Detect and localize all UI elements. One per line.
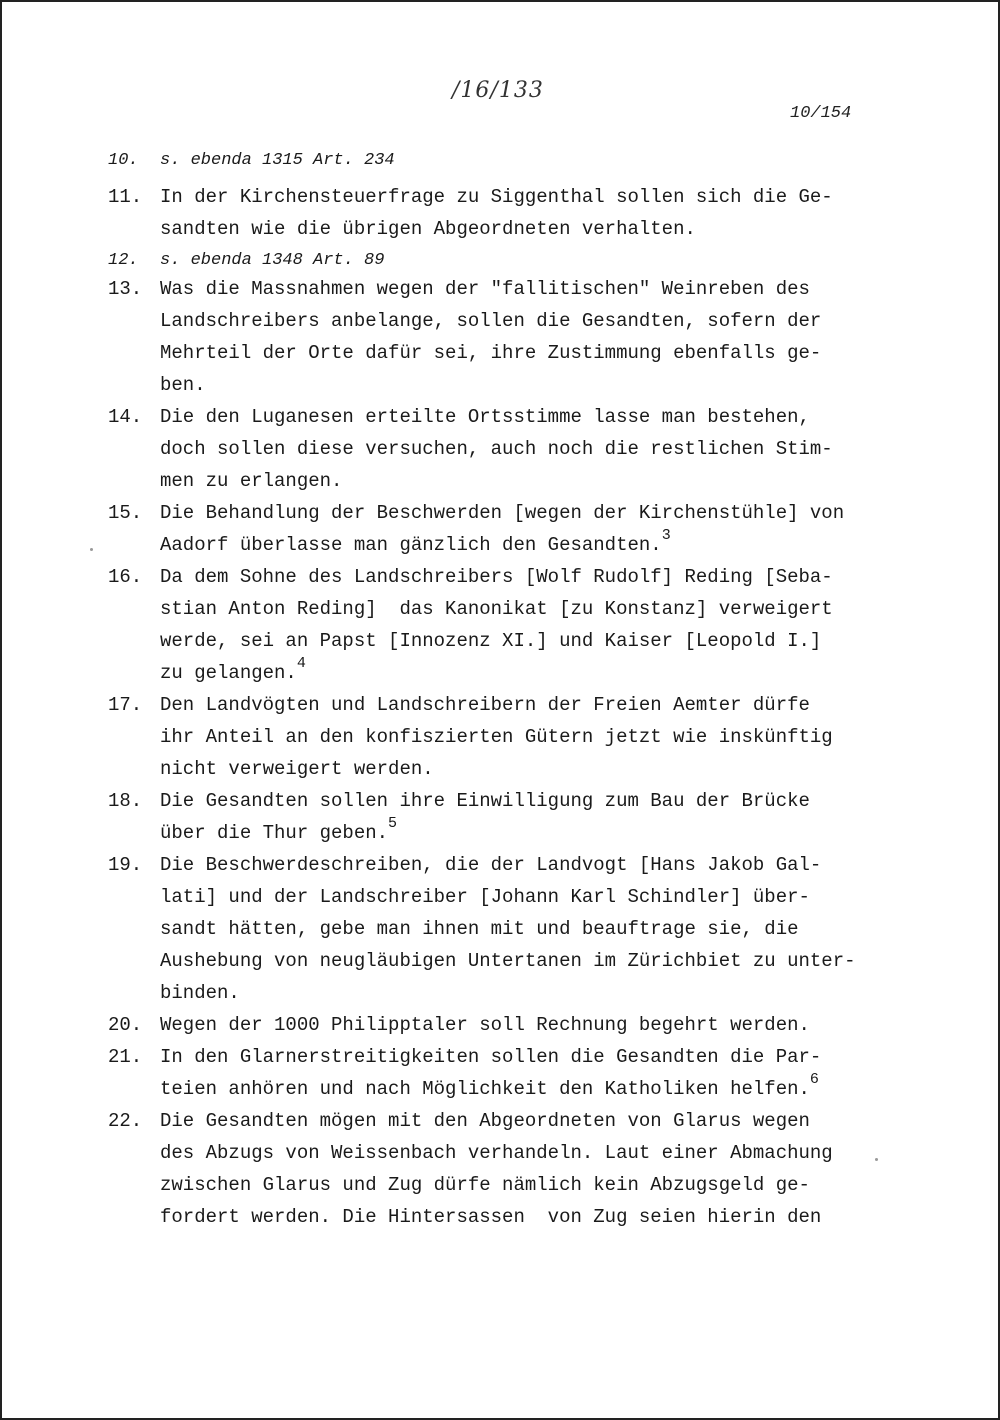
text-line [160, 913, 920, 945]
text-line [160, 977, 920, 1009]
entry-number: 14. [108, 406, 143, 428]
text-line-content: sandten wie die übrigen Abgeordneten verhalten. [160, 218, 696, 240]
text-line [160, 181, 920, 213]
text-line-content: Die Gesandten mögen mit den Abgeordneten von Glarus wegen [160, 1110, 810, 1132]
entry-number: 20. [108, 1014, 143, 1036]
text-line [160, 1009, 920, 1041]
entry-number: 22. [108, 1110, 143, 1132]
text-line-content: des Abzugs von Weissenbach verhandeln. Laut einer Abmachung [160, 1142, 833, 1164]
text-line-content: In den Glarnerstreitigkeiten sollen die Gesandten die Par- [160, 1046, 822, 1068]
entry-number: 21. [108, 1046, 143, 1068]
text-line [160, 721, 920, 753]
entry-text [160, 689, 920, 785]
text-line-content: über die Thur geben. [160, 822, 389, 844]
text-line [160, 753, 920, 785]
text-line-content: Die Beschwerdeschreiben, die der Landvogt [Hans Jakob Gal- [160, 854, 822, 876]
scan-speck [90, 548, 93, 551]
text-line [160, 785, 920, 817]
text-line-content: nicht verweigert werden. [160, 758, 434, 780]
text-line [160, 305, 920, 337]
text-line [160, 1041, 920, 1073]
entry-number: 16. [108, 566, 143, 588]
text-line [160, 465, 920, 497]
entry-text [160, 497, 920, 561]
text-line-content: s. ebenda 1315 Art. 234 [160, 151, 395, 170]
entry-text [160, 181, 920, 245]
entry-number: 13. [108, 278, 143, 300]
text-line-content: sandt hätten, gebe man ihnen mit und beauftrage sie, die [160, 918, 799, 940]
text-line [160, 1070, 920, 1105]
entry-text [160, 561, 920, 689]
text-line [160, 526, 920, 561]
entry-number: 19. [108, 854, 143, 876]
text-line [160, 145, 920, 177]
text-line [160, 689, 920, 721]
entry-number: 10. [108, 151, 139, 170]
text-line [160, 1137, 920, 1169]
text-line [160, 593, 920, 625]
entry-text [160, 849, 920, 1009]
entry-number: 17. [108, 694, 143, 716]
text-line-content: zu gelangen. [160, 662, 297, 684]
text-line-content: Aushebung von neugläubigen Untertanen im Zürichbiet zu unter- [160, 950, 856, 972]
text-line-content: s. ebenda 1348 Art. 89 [160, 251, 385, 270]
text-line [160, 849, 920, 881]
text-line-content: Was die Massnahmen wegen der "fallitischen" Weinreben des [160, 278, 810, 300]
text-line-content: Die Behandlung der Beschwerden [wegen der Kirchenstühle] von [160, 502, 845, 524]
text-line-content: Wegen der 1000 Philipptaler soll Rechnung begehrt werden. [160, 1014, 810, 1036]
text-line-content: ben. [160, 374, 206, 396]
text-line [160, 337, 920, 369]
text-line-content: fordert werden. Die Hintersassen von Zug seien hierin den [160, 1206, 822, 1228]
text-line-content: binden. [160, 982, 240, 1004]
text-line-content: Aadorf überlasse man gänzlich den Gesandten. [160, 534, 662, 556]
entry-number: 15. [108, 502, 143, 524]
text-line [160, 213, 920, 245]
page-number: 10/154 [790, 104, 852, 123]
footnote-marker: 3 [661, 526, 671, 544]
text-line-content: men zu erlangen. [160, 470, 343, 492]
text-line-content: Den Landvögten und Landschreibern der Freien Aemter dürfe [160, 694, 810, 716]
text-line-content: teien anhören und nach Möglichkeit den Katholiken helfen. [160, 1078, 810, 1100]
text-line [160, 945, 920, 977]
text-line [160, 625, 920, 657]
text-line [160, 654, 920, 689]
text-line-content: Da dem Sohne des Landschreibers [Wolf Rudolf] Reding [Seba- [160, 566, 833, 588]
text-line-content: lati] und der Landschreiber [Johann Karl Schindler] über- [160, 886, 810, 908]
text-line-content: stian Anton Reding] das Kanonikat [zu Konstanz] verweigert [160, 598, 833, 620]
handwritten-archive-reference: /16/133 [452, 78, 544, 103]
entry-text [160, 273, 920, 401]
entry-number: 18. [108, 790, 143, 812]
text-line [160, 1201, 920, 1233]
text-line-content: doch sollen diese versuchen, auch noch die restlichen Stim- [160, 438, 833, 460]
footnote-marker: 5 [388, 814, 398, 832]
text-line-content: werde, sei an Papst [Innozenz XI.] und Kaiser [Leopold I.] [160, 630, 822, 652]
entry-text [160, 1041, 920, 1105]
text-line [160, 1105, 920, 1137]
text-line-content: Mehrteil der Orte dafür sei, ihre Zustimmung ebenfalls ge- [160, 342, 822, 364]
text-line [160, 369, 920, 401]
text-line [160, 401, 920, 433]
entry-text [160, 1009, 920, 1041]
text-line [160, 814, 920, 849]
scan-speck [875, 1158, 878, 1161]
footnote-marker: 4 [296, 654, 306, 672]
text-line [160, 433, 920, 465]
text-line [160, 273, 920, 305]
entry-text [160, 145, 920, 177]
text-line [160, 881, 920, 913]
text-line-content: Die Gesandten sollen ihre Einwilligung zum Bau der Brücke [160, 790, 810, 812]
text-line-content: ihr Anteil an den konfiszierten Gütern jetzt wie inskünftig [160, 726, 833, 748]
text-line [160, 561, 920, 593]
text-line-content: Die den Luganesen erteilte Ortsstimme lasse man bestehen, [160, 406, 810, 428]
entry-number: 11. [108, 186, 143, 208]
entry-text [160, 785, 920, 849]
text-line [160, 1169, 920, 1201]
footnote-marker: 6 [809, 1070, 819, 1088]
text-line [160, 497, 920, 529]
text-line-content: Landschreibers anbelange, sollen die Gesandten, sofern der [160, 310, 822, 332]
entry-text [160, 1105, 920, 1233]
entry-number: 12. [108, 251, 139, 270]
entry-text [160, 401, 920, 497]
text-line-content: In der Kirchensteuerfrage zu Siggenthal sollen sich die Ge- [160, 186, 833, 208]
text-line-content: zwischen Glarus und Zug dürfe nämlich kein Abzugsgeld ge- [160, 1174, 810, 1196]
